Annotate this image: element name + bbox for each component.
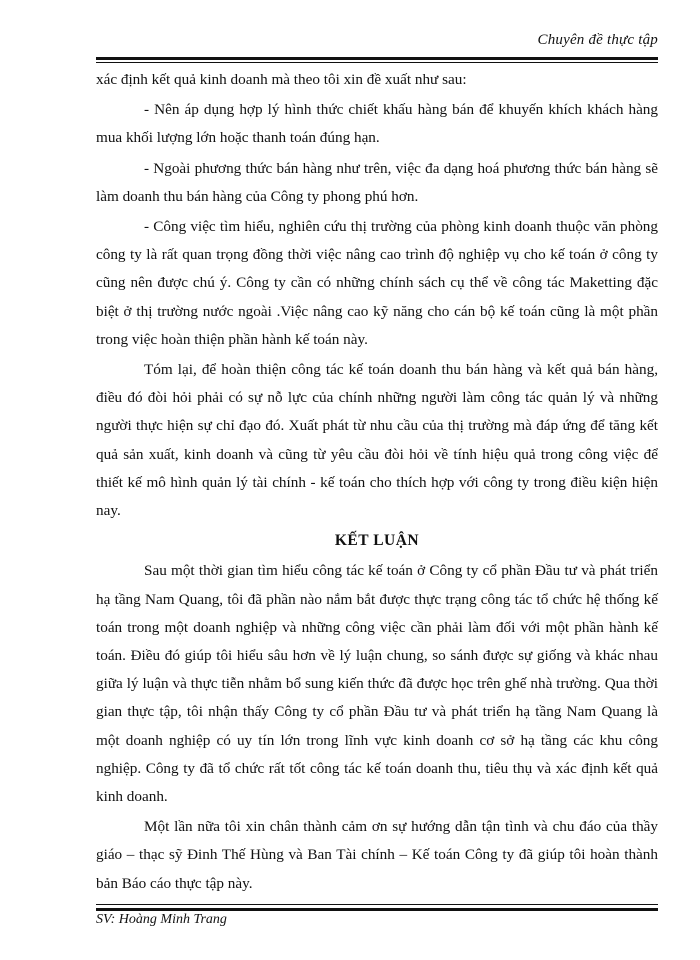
document-body: [96, 66, 658, 900]
footer-rule-thin: [96, 904, 658, 905]
paragraph-discount: - Nên áp dụng hợp lý hình thức chiết khấu hàng bán để khuyến khích khách hàng mua khối lượng lớn hoặc thanh toán đúng hạn.: [96, 101, 658, 147]
paragraph-market-research: - Công việc tìm hiểu, nghiên cứu thị trường của phòng kinh doanh thuộc văn phòng công ty là rất quan trọng đồng thời việc nâng cao trình độ nghiệp vụ cho kế toán ở công ty cũng nên được chú ý. Công ty cần có những chính sách cụ thể về công tác Maketting đặc biệt ở thị trường nước ngoài .Việc nâng cao kỹ năng cho cán bộ kế toán cũng là một phần trong việc hoàn thiện phần hành kế toán này.: [96, 218, 658, 348]
footer-rule-thick: [96, 908, 658, 911]
header-rule-thick: [96, 57, 658, 60]
conclusion-heading: KẾT LUẬN: [334, 532, 420, 550]
page-footer: [96, 900, 658, 930]
header-rule-thin: [96, 62, 658, 63]
paragraph-summary: Tóm lại, để hoàn thiện công tác kế toán doanh thu bán hàng và kết quả bán hàng, điều đó đòi hỏi phải có sự nỗ lực của chính những người làm công tác quản lý và những người thực hiện sự chỉ đạo đó. Xuất phát từ nhu cầu của thị trường mà đáp ứng để tăng kết quả sản xuất, kinh doanh và cũng từ yêu cầu đòi hỏi về tính hiệu quả trong công việc để thiết kế mô hình quản lý tài chính - kế toán cho thích hợp với công ty trong điều kiện hiện nay.: [96, 361, 658, 520]
header-title: Chuyên đề thực tập: [537, 32, 658, 48]
paragraph-conclusion-2: Một lần nữa tôi xin chân thành cảm ơn sự hướng dẫn tận tình và chu đáo của thầy giáo – thạc sỹ Đinh Thế Hùng và Ban Tài chính – Kế toán Công ty đã giúp tôi hoàn thành bản Báo cáo thực tập này.: [96, 818, 658, 892]
footer-author: SV: Hoàng Minh Trang: [96, 912, 227, 927]
paragraph-intro: xác định kết quả kinh doanh mà theo tôi xin đề xuất như sau:: [96, 71, 467, 88]
paragraph-sales-methods: - Ngoài phương thức bán hàng như trên, việc đa dạng hoá phương thức bán hàng sẽ làm doanh thu bán hàng của Công ty phong phú hơn.: [96, 159, 658, 205]
page-header: [96, 26, 658, 70]
paragraph-conclusion-1: Sau một thời gian tìm hiểu công tác kế toán ở Công ty cổ phần Đầu tư và phát triển hạ tầng Nam Quang, tôi đã phần nào nắm bắt được thực trạng công tác tổ chức hệ thống kế toán trong một doanh nghiệp và những công việc cần phải làm đối với một phần hành kế toán. Điều đó giúp tôi hiểu sâu hơn về lý luận chung, so sánh được sự giống và khác nhau giữa lý luận và thực tiễn nhằm bổ sung kiến thức đã được học trên ghế nhà trường. Qua thời gian thực tập, tôi nhận thấy Công ty cổ phần Đầu tư và phát triển hạ tầng Nam Quang là một doanh nghiệp có uy tín lớn trong lĩnh vực kinh doanh cơ sở hạ tầng các khu công nghiệp. Công ty đã tổ chức rất tốt công tác kế toán doanh thu, tiêu thụ và xác định kết quả kinh doanh.: [96, 562, 658, 806]
